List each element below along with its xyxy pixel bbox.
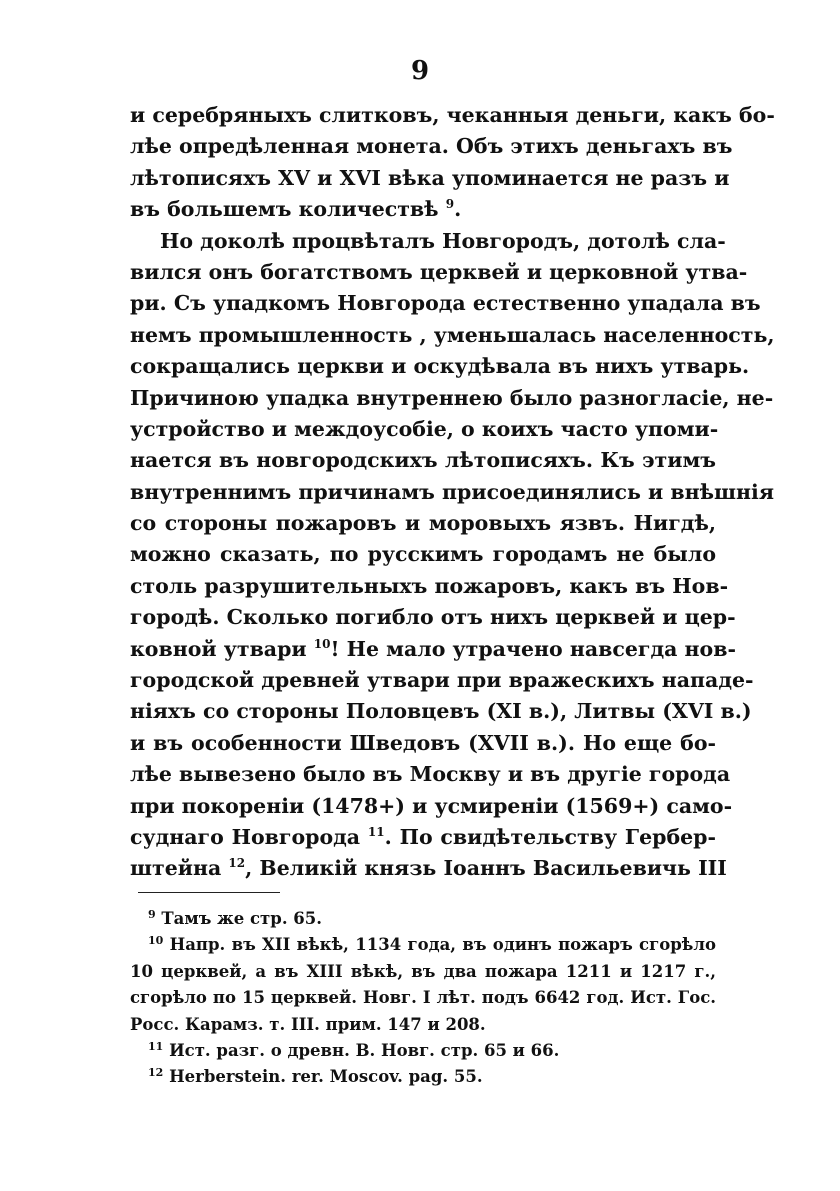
text-line: лѣе опредѣленная монета. Объ этихъ деньгахъ въ: [130, 134, 733, 159]
footnote-text: Тамъ же стр. 65.: [161, 909, 323, 928]
footnote-text: Напр. въ XII вѣкѣ, 1134 года, въ одинъ пожаръ сгорѣло: [169, 935, 716, 955]
text-line: городѣ. Сколько погибло отъ нихъ церквей и цер-: [130, 605, 736, 630]
text-line: [130, 853, 727, 884]
footnote-text: Herberstein. rer. Moscov. pag. 55.: [169, 1067, 483, 1087]
footnote-continuation: сгорѣло по 15 церквей. Новг. I лѣт. подъ 6642 год. Ист. Гос.: [130, 988, 716, 1008]
text-line: со стороны пожаровъ и моровыхъ язвъ. Нигдѣ,: [130, 511, 716, 536]
footnote-number: 12: [148, 1066, 164, 1080]
footnote-ref: 11: [367, 824, 385, 839]
footnote-continuation: 10 церквей, а въ XIII вѣкѣ, въ два пожара 1211 и 1217 г.,: [130, 961, 716, 981]
text-line: вился онъ богатствомъ церквей и церковной утва-: [130, 259, 748, 284]
text-line: [130, 634, 736, 665]
footnote: [130, 932, 716, 958]
text-line: Причиною упадка внутреннею было разногласіе, не-: [130, 385, 774, 410]
main-text: [130, 100, 775, 885]
text-line-body: суднаго Новгорода: [130, 824, 361, 849]
text-line-tail: . По свидѣтельству Гербер-: [384, 824, 717, 849]
footnote-text: Ист. разг. о древн. В. Новг. стр. 65 и 66.: [169, 1040, 560, 1060]
text-line: немъ промышленность , уменьшалась населенность,: [130, 322, 775, 347]
text-line: и въ особенности Шведовъ (XVII в.). Но еще бо-: [130, 730, 716, 755]
text-line: можно сказать, по русскимъ городамъ не было: [130, 542, 716, 567]
text-line: сокращались церкви и оскудѣвала въ нихъ утварь.: [130, 354, 750, 379]
text-line-body: штейна: [130, 856, 222, 881]
text-line: ри. Съ упадкомъ Новгорода естественно упадала въ: [130, 291, 761, 316]
text-line: ніяхъ со стороны Половцевъ (XI в.), Литвы (XVI в.): [130, 699, 752, 724]
footnote-ref: 10: [313, 636, 331, 651]
footnote-divider: [138, 892, 280, 893]
text-line-tail: ! Не мало утрачено навсегда нов-: [330, 636, 736, 661]
page-number: 9: [410, 56, 430, 86]
text-line: столь разрушительныхъ пожаровъ, какъ въ Нов-: [130, 573, 729, 598]
text-line: Но доколѣ процвѣталъ Новгородъ, дотолѣ сла-: [160, 228, 726, 253]
text-line: и серебряныхъ слитковъ, чеканныя деньги, какъ бо-: [130, 103, 775, 127]
footnote-number: 10: [148, 934, 164, 948]
footnote-ref: 12: [228, 856, 246, 871]
text-line-tail: .: [454, 197, 462, 222]
text-line-body: въ большемъ количествѣ: [130, 197, 439, 222]
text-line: лѣе вывезено было въ Москву и въ другіе города: [130, 762, 731, 787]
text-line: нается въ новгородскихъ лѣтописяхъ. Къ этимъ: [130, 448, 716, 473]
text-line: [130, 822, 716, 853]
footnote-number: 9: [148, 908, 156, 921]
footnote-ref: 9: [445, 197, 455, 212]
text-line: устройство и междоусобіе, о коихъ часто упоми-: [130, 416, 719, 441]
footnote: [130, 906, 716, 932]
footnote: [130, 1038, 716, 1064]
text-line: городской древней утвари при вражескихъ нападе-: [130, 668, 754, 693]
footnotes: [130, 906, 716, 1091]
text-line-body: ковной утвари: [130, 636, 307, 661]
text-line: [130, 194, 716, 225]
footnote-number: 11: [148, 1039, 164, 1053]
footnote: [130, 1064, 716, 1090]
footnote-continuation: Росс. Карамз. т. III. прим. 147 и 208.: [130, 1014, 486, 1034]
text-line: внутреннимъ причинамъ присоединялись и внѣшнія: [130, 479, 774, 504]
text-line-tail: , Великій князь Іоаннъ Васильевичь III: [245, 856, 727, 881]
text-line: лѣтописяхъ XV и XVI вѣка упоминается не разъ и: [130, 165, 730, 190]
text-line: при покореніи (1478+) и усмиреніи (1569+) само-: [130, 793, 733, 818]
